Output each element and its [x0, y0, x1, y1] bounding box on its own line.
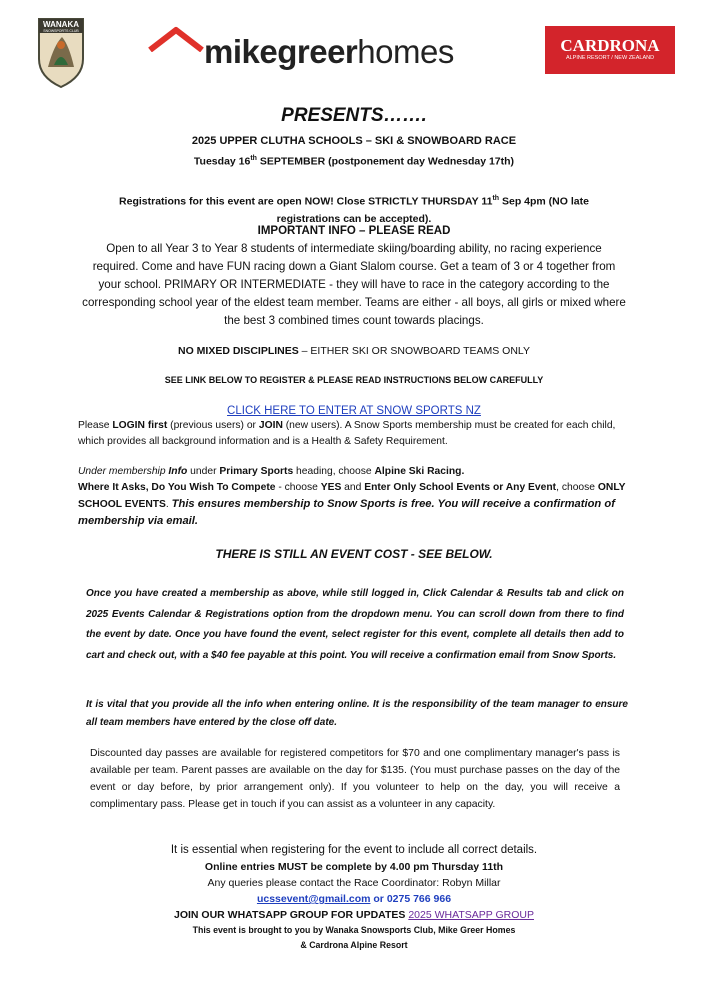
important-info-heading: IMPORTANT INFO – PLEASE READ [257, 225, 451, 237]
cardrona-logo-subtext: ALPINE RESORT / NEW ZEALAND [565, 55, 655, 61]
event-description: Open to all Year 3 to Year 8 students of intermediate skiing/boarding ability, no racing experience required. Come and have FUN racing down a Giant Slalom course. Get a team of 3 or 4 together from your school. PRIMARY OR INTERMEDIATE - they will have to race in the category according to the corresponding school year of the eldest team member. Teams are either - all boys, all girls or mixed where the best 3 combined times count towards placings. [82, 242, 626, 327]
footer-queries: Any queries please contact the Race Coordinator: Robyn Millar [207, 877, 501, 889]
registration-sup: th [492, 195, 500, 202]
email-link[interactable]: ucssevent@gmail.com [256, 893, 371, 905]
event-date-rest: SEPTEMBER (postponement day Wednesday 17th) [256, 155, 515, 168]
presents-heading: PRESENTS……. [281, 105, 427, 126]
login-instructions [78, 418, 640, 450]
footer-online-deadline: Online entries MUST be complete by 4.00 pm Thursday 11th [204, 861, 504, 873]
cardrona-logo-text: CARDRONA [560, 36, 660, 55]
login-text-5: (new users). A Snow Sports membership must be created for each child, which provides all background information and is a Health & Safety Requirement. [78, 420, 616, 447]
footer-sponsors-line2: & Cardrona Alpine Resort [300, 940, 408, 950]
passes-info: Discounted day passes are available for registered competitors for $70 and one complimentary manager's pass is available per team. Parent passes are available on the day for $135. (You must purchase passes on the day of the event or day before, by prior arrangement only). If you volunteer to help on the day, you will receive a complimentary pass. Please get in touch if you can assist as a volunteer in any capacity. [90, 748, 620, 810]
login-text-1: Please [78, 420, 113, 431]
cardrona-logo [545, 26, 675, 74]
snow-sports-nz-link[interactable]: CLICK HERE TO ENTER AT SNOW SPORTS NZ [227, 405, 481, 417]
disciplines-notice [0, 344, 708, 358]
membership-instructions [78, 464, 646, 530]
footer-contact [0, 892, 708, 906]
membership-a1: Under membership [78, 466, 169, 477]
disciplines-bold: NO MIXED DISCIPLINES [177, 345, 299, 357]
registration-line1: Registrations for this event are open NOW! Close STRICTLY THURSDAY 11 [119, 195, 493, 208]
membership-b9: This ensures membership to Snow Sports is free. You will receive a confirmation of membership via email. [78, 498, 615, 527]
membership-b3: YES [320, 482, 342, 493]
membership-a3: under [187, 466, 220, 477]
registration-line1-rest: Sep 4pm (NO late [499, 195, 589, 208]
registration-notice [90, 190, 618, 228]
membership-a2: Info [168, 466, 188, 477]
login-text-3: (previous users) or [167, 420, 259, 431]
event-date-text: Tuesday 16 [193, 155, 251, 168]
wanaka-logo [36, 15, 86, 89]
disciplines-rest: – EITHER SKI OR SNOWBOARD TEAMS ONLY [298, 345, 530, 357]
mgh-bold-text: mikegreer [204, 33, 358, 70]
login-text-4: JOIN [258, 420, 283, 431]
membership-b6: , choose [556, 482, 598, 493]
vital-info-notice: It is vital that you provide all the info when entering online. It is the responsibility of the team manager to ensure all team members have entered by the close off date. [86, 699, 628, 728]
event-date-sup: th [250, 155, 257, 162]
membership-a5: heading, choose [293, 466, 375, 477]
membership-b1: Where It Asks, Do You Wish To Compete [78, 482, 276, 493]
mgh-light-text: homes [357, 33, 454, 70]
membership-b8: . [165, 499, 172, 510]
membership-a4: Primary Sports [219, 466, 294, 477]
phone-prefix: or [370, 893, 387, 905]
registration-instructions: Once you have created a membership as above, while still logged in, Click Calendar & Results tab and click on 2025 Events Calendar & Registrations option from the dropdown menu. You can scroll down from there to find the event by date. Once you have found the event, select register for this event, complete all details then add to cart and check out, with a $40 fee payable at this point. You will receive a confirmation email from Snow Sports. [86, 588, 624, 661]
whatsapp-group-link[interactable]: 2025 WHATSAPP GROUP [408, 909, 534, 921]
login-text-2: LOGIN first [112, 420, 168, 431]
event-cost-notice: THERE IS STILL AN EVENT COST - SEE BELOW. [215, 547, 493, 561]
footer-essential: It is essential when registering for the event to include all correct details. [170, 844, 538, 856]
membership-b2: - choose [275, 482, 321, 493]
phone-number: 0275 766 966 [386, 893, 452, 905]
event-date [0, 152, 708, 169]
registration-line2: registrations can be accepted). [276, 212, 432, 225]
membership-a6: Alpine Ski Racing. [374, 466, 465, 477]
mike-greer-homes-logo [146, 26, 496, 74]
see-link-notice: SEE LINK BELOW TO REGISTER & PLEASE READ INSTRUCTIONS BELOW CAREFULLY [164, 375, 544, 385]
membership-b4: and [341, 482, 365, 493]
whatsapp-prefix: JOIN OUR WHATSAPP GROUP FOR UPDATES [174, 909, 409, 921]
event-title: 2025 UPPER CLUTHA SCHOOLS – SKI & SNOWBOARD RACE [191, 135, 517, 147]
footer-whatsapp [0, 908, 708, 922]
wanaka-logo-subtext: SNOWSPORTS CLUB [43, 29, 79, 33]
wanaka-logo-text: WANAKA [43, 20, 79, 29]
footer-sponsors-line1: This event is brought to you by Wanaka Snowsports Club, Mike Greer Homes [192, 925, 516, 935]
membership-b5: Enter Only School Events or Any Event [364, 482, 557, 493]
membership-b7: ONLY SCHOOL EVENTS [78, 482, 626, 510]
